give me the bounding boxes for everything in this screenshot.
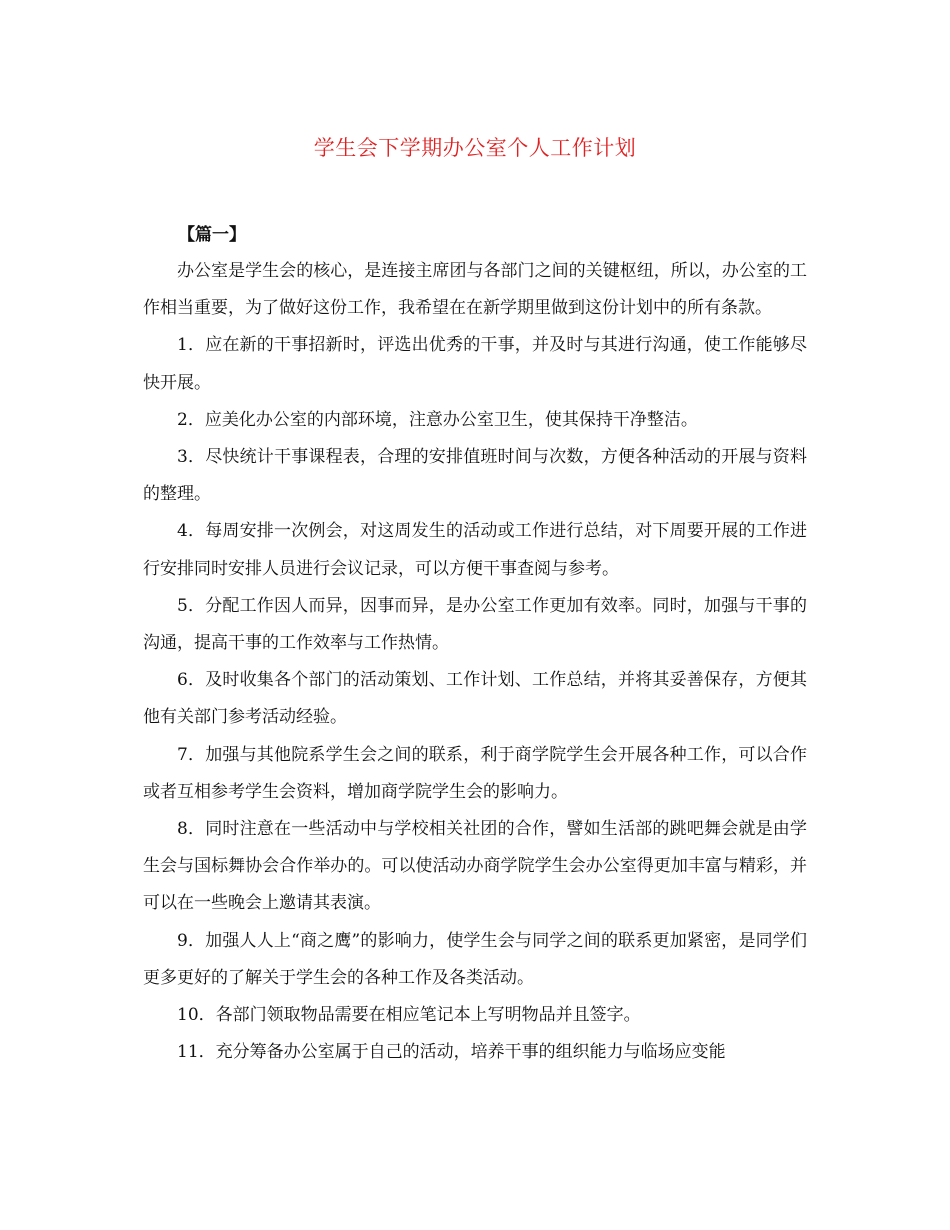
list-item-5: 5．分配工作因人而异，因事而异，是办公室工作更加有效率。同时，加强与干事的沟通，提高干事的工作效率与工作热情。 [143, 595, 807, 654]
list-item-10: 10．各部门领取物品需要在相应笔记本上写明物品并且签字。 [177, 1005, 641, 1026]
list-item-7: 7．加强与其他院系学生会之间的联系，利于商学院学生会开展各种工作，可以合作或者互相参考学生会资料，增加商学院学生会的影响力。 [143, 744, 807, 802]
list-item-1: 1．应在新的干事招新时，评选出优秀的干事，并及时与其进行沟通，使工作能够尽快开展。 [143, 335, 807, 393]
list-item-11: 11．充分筹备办公室属于自己的活动，培养干事的组织能力与临场应变能 [177, 1042, 726, 1063]
list-item-6: 6．及时收集各个部门的活动策划、工作计划、工作总结，并将其妥善保存，方便其他有关部门参考活动经验。 [143, 670, 807, 728]
list-item-8: 8．同时注意在一些活动中与学校相关社团的合作，譬如生活部的跳吧舞会就是由学生会与国标舞协会合作举办的。可以使活动办商学院学生会办公室得更加丰富与精彩，并可以在一些晚会上邀请其表演。 [143, 819, 807, 914]
list-item-4: 4．每周安排一次例会，对这周发生的活动或工作进行总结，对下周要开展的工作进行安排同时安排人员进行会议记录，可以方便干事查阅与参考。 [143, 521, 807, 579]
list-item-3: 3．尽快统计干事课程表，合理的安排值班时间与次数，方便各种活动的开展与资料的整理。 [143, 447, 807, 505]
document-body [143, 253, 807, 1071]
list-item-9: 9．加强人人上“商之鹰”的影响力，使学生会与同学之间的联系更加紧密，是同学们更多更好的了解关于学生会的各种工作及各类活动。 [143, 930, 807, 988]
intro-paragraph: 办公室是学生会的核心，是连接主席团与各部门之间的关键枢纽，所以，办公室的工作相当重要，为了做好这份工作，我希望在在新学期里做到这份计划中的所有条款。 [143, 261, 807, 319]
section-label: 【篇一】 [178, 225, 246, 245]
document-title: 学生会下学期办公室个人工作计划 [313, 136, 637, 160]
list-item-2: 2．应美化办公室的内部环境，注意办公室卫生，使其保持干净整洁。 [177, 409, 698, 430]
